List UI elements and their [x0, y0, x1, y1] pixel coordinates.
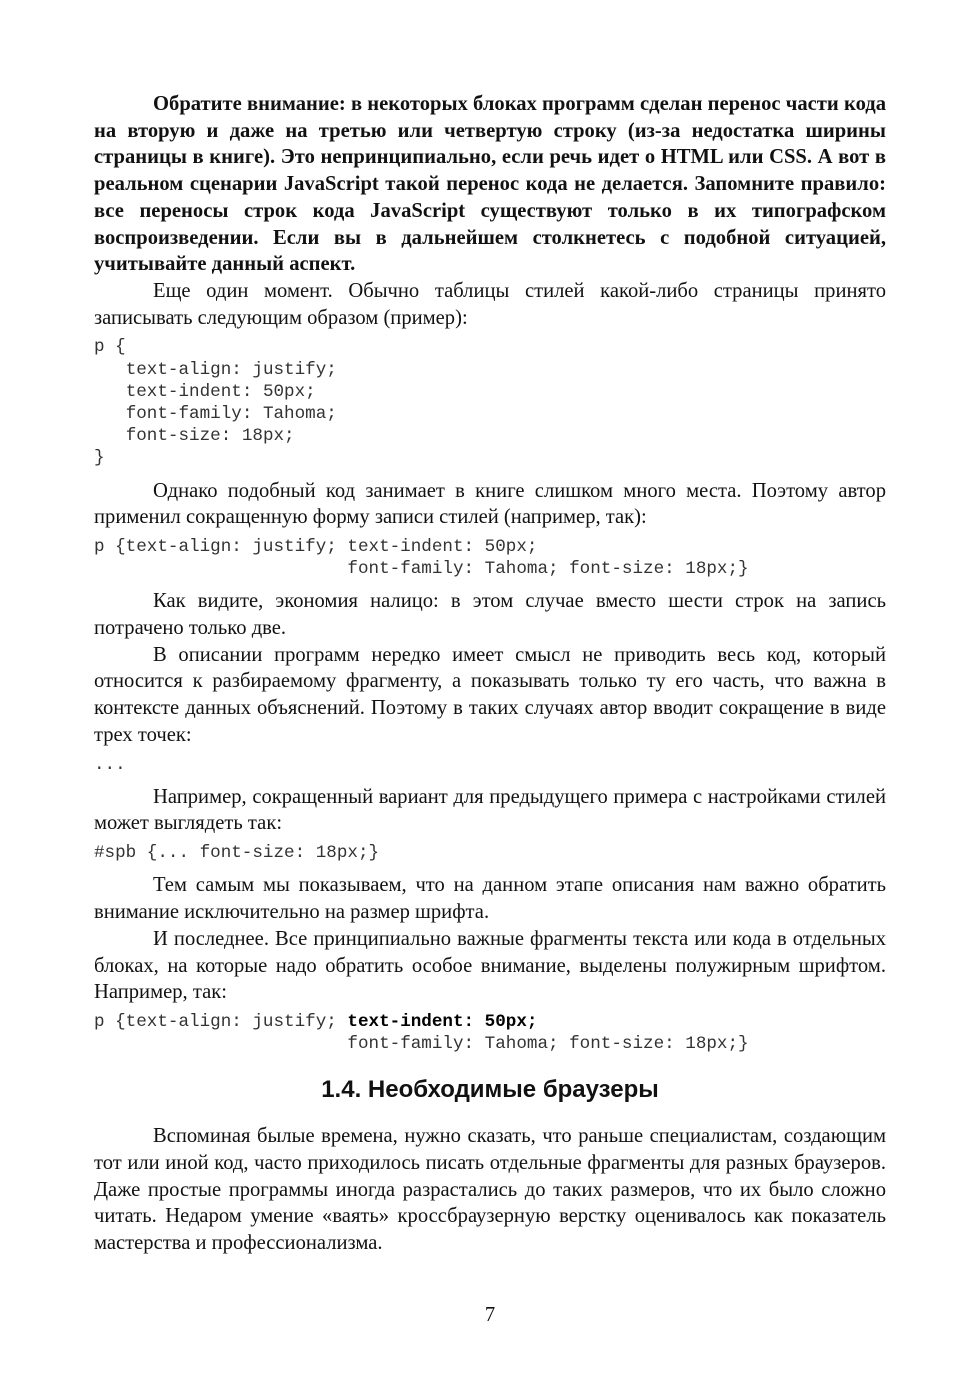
paragraph-one-more-moment: Еще один момент. Обычно таблицы стилей какой-либо страницы принято записывать следующим образом (пример): — [94, 279, 886, 329]
section-heading: 1.4. Необходимые браузеры — [321, 1076, 659, 1104]
code-line: text-align: justify; — [125, 359, 337, 380]
code-bold-fragment: text-indent: 50px; — [347, 1011, 538, 1032]
code-block-short-css — [94, 536, 886, 580]
paragraph-however: Однако подобный код занимает в книге слишком много места. Поэтому автор применил сокращенную форму записи стилей (например, так): — [94, 479, 886, 529]
code-line: } — [94, 448, 105, 469]
code-block-full-css — [94, 336, 886, 469]
code-line: font-family: Tahoma; font-size: 18px;} — [347, 559, 749, 580]
code-block-bold-example — [94, 1011, 886, 1055]
code-line: text-indent: 50px; — [125, 381, 316, 402]
code-line: font-family: Tahoma; font-size: 18px;} — [347, 1034, 749, 1055]
paragraph-browsers: Вспоминая былые времена, нужно сказать, что раньше специалистам, создающим тот или иной код, часто приходилось писать отдельные фрагменты для разных браузеров. Даже простые программы иногда разрастались до таких размеров, что их было сложно читать. Недаром умение «ваять» кроссбраузерную верстку оценивалось как показатель мастерства и профессионализма. — [94, 1125, 886, 1255]
code-line: font-size: 18px; — [125, 426, 295, 447]
paragraph-description: В описании программ нередко имеет смысл не приводить весь код, который относится к разбираемому фрагменту, а показывать только ту его часть, что важна в контексте данных объяснений. Поэтому в таких случаях автор вводит сокращение в виде трех точек: — [94, 643, 886, 746]
notice-paragraph: Обратите внимание: в некоторых блоках программ сделан перенос части кода на вторую и даже на третью или четвертую строку (из-за недостатка ширины страницы в книге). Это непринципиально, если речь идет о HTML или CSS. А вот в реальном сценарии JavaScript такой перенос кода не делается. Запомните правило: все переносы строк кода JavaScript существуют только в их типографском воспроизведении. Если вы в дальнейшем столкнетесь с подобной ситуацией, учитывайте данный аспект. — [94, 93, 886, 276]
page-number: 7 — [484, 1304, 496, 1326]
page-content — [94, 91, 886, 1257]
paragraph-thus: Тем самым мы показываем, что на данном этапе описания нам важно обратить внимание исключительно на размер шрифта. — [94, 874, 886, 924]
paragraph-economy: Как видите, экономия налицо: в этом случае вместо шести строк на запись потрачено только две. — [94, 590, 886, 640]
paragraph-last: И последнее. Все принципиально важные фрагменты текста или кода в отдельных блоках, на которые надо обратить особое внимание, выделены полужирным шрифтом. Например, так: — [94, 927, 886, 1004]
code-line: font-family: Tahoma; — [125, 403, 337, 424]
paragraph-example: Например, сокращенный вариант для предыдущего примера с настройками стилей может выглядеть так: — [94, 785, 886, 835]
code-line: p { — [94, 337, 126, 358]
code-line: p {text-align: justify; text-indent: 50px; — [94, 536, 538, 557]
code-line: p {text-align: justify; — [94, 1011, 348, 1032]
code-block-spb: #spb {... font-size: 18px;} — [94, 843, 380, 864]
code-block-dots: ... — [94, 754, 126, 775]
